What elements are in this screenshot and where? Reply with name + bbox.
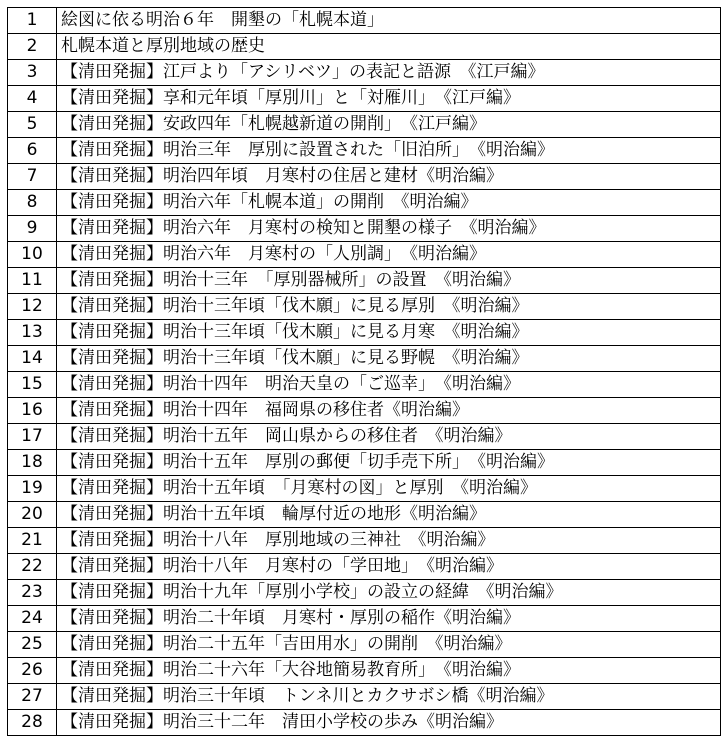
row-number: 7 — [8, 164, 57, 190]
row-title: 【清田発掘】安政四年「札幌越新道の開削」 《江戸編》 — [57, 112, 721, 138]
row-number: 27 — [8, 684, 57, 710]
row-number: 11 — [8, 268, 57, 294]
row-title: 【清田発掘】江戸より「アシリベツ」の表記と語源 《江戸編》 — [57, 60, 721, 86]
row-title: 【清田発掘】明治二十五年「吉田用水」の開削 《明治編》 — [57, 632, 721, 658]
row-number: 15 — [8, 372, 57, 398]
row-title: 絵図に依る明治６年 開墾の「札幌本道」 — [57, 8, 721, 34]
row-title: 【清田発掘】明治十三年 「厚別器械所」の設置 《明治編》 — [57, 268, 721, 294]
article-list-table — [7, 7, 721, 736]
table-row — [8, 190, 721, 216]
table-row — [8, 372, 721, 398]
row-number: 18 — [8, 450, 57, 476]
table-row — [8, 34, 721, 60]
table-row — [8, 112, 721, 138]
row-number: 6 — [8, 138, 57, 164]
row-number: 1 — [8, 8, 57, 34]
row-number: 10 — [8, 242, 57, 268]
table-row — [8, 554, 721, 580]
row-number: 5 — [8, 112, 57, 138]
table-row — [8, 294, 721, 320]
table-row — [8, 450, 721, 476]
row-number: 4 — [8, 86, 57, 112]
row-title: 【清田発掘】明治六年 月寒村の検知と開墾の様子 《明治編》 — [57, 216, 721, 242]
table-row — [8, 242, 721, 268]
row-number: 23 — [8, 580, 57, 606]
row-number: 2 — [8, 34, 57, 60]
row-title: 【清田発掘】明治四年頃 月寒村の住居と建材《明治編》 — [57, 164, 721, 190]
row-number: 20 — [8, 502, 57, 528]
table-row — [8, 710, 721, 736]
row-number: 22 — [8, 554, 57, 580]
row-number: 16 — [8, 398, 57, 424]
row-title: 【清田発掘】明治十五年頃 輪厚付近の地形《明治編》 — [57, 502, 721, 528]
row-title: 【清田発掘】明治二十六年「大谷地簡易教育所」 《明治編》 — [57, 658, 721, 684]
table-row — [8, 606, 721, 632]
row-title: 【清田発掘】明治二十年頃 月寒村・厚別の稲作《明治編》 — [57, 606, 721, 632]
table-row — [8, 658, 721, 684]
row-title: 【清田発掘】明治十三年頃「伐木願」に見る厚別 《明治編》 — [57, 294, 721, 320]
row-title: 【清田発掘】明治十三年頃「伐木願」に見る月寒 《明治編》 — [57, 320, 721, 346]
table-row — [8, 268, 721, 294]
row-number: 13 — [8, 320, 57, 346]
row-number: 17 — [8, 424, 57, 450]
row-number: 3 — [8, 60, 57, 86]
row-title: 【清田発掘】明治十八年 厚別地域の三神社 《明治編》 — [57, 528, 721, 554]
row-title: 【清田発掘】明治六年「札幌本道」の開削 《明治編》 — [57, 190, 721, 216]
table-row — [8, 632, 721, 658]
row-number: 25 — [8, 632, 57, 658]
table-row — [8, 424, 721, 450]
row-title: 【清田発掘】明治十四年 明治天皇の「ご巡幸」 《明治編》 — [57, 372, 721, 398]
article-list-body — [8, 8, 721, 736]
row-number: 28 — [8, 710, 57, 736]
row-title: 【清田発掘】明治三十二年 清田小学校の歩み《明治編》 — [57, 710, 721, 736]
row-title: 札幌本道と厚別地域の歴史 — [57, 34, 721, 60]
row-number: 26 — [8, 658, 57, 684]
table-row — [8, 8, 721, 34]
table-row — [8, 164, 721, 190]
row-title: 【清田発掘】明治十五年 厚別の郵便「切手売下所」 《明治編》 — [57, 450, 721, 476]
row-number: 8 — [8, 190, 57, 216]
table-row — [8, 398, 721, 424]
table-row — [8, 216, 721, 242]
table-row — [8, 502, 721, 528]
table-row — [8, 476, 721, 502]
table-row — [8, 684, 721, 710]
row-number: 19 — [8, 476, 57, 502]
table-row — [8, 86, 721, 112]
row-title: 【清田発掘】享和元年頃「厚別川」と「対雁川」 《江戸編》 — [57, 86, 721, 112]
row-title: 【清田発掘】明治十四年 福岡県の移住者《明治編》 — [57, 398, 721, 424]
row-number: 12 — [8, 294, 57, 320]
table-row — [8, 528, 721, 554]
row-number: 24 — [8, 606, 57, 632]
table-row — [8, 138, 721, 164]
row-number: 21 — [8, 528, 57, 554]
table-row — [8, 60, 721, 86]
row-title: 【清田発掘】明治三年 厚別に設置された「旧泊所」 《明治編》 — [57, 138, 721, 164]
row-title: 【清田発掘】明治十九年「厚別小学校」の設立の経緯 《明治編》 — [57, 580, 721, 606]
row-title: 【清田発掘】明治十五年頃 「月寒村の図」と厚別 《明治編》 — [57, 476, 721, 502]
row-title: 【清田発掘】明治三十年頃 トンネ川とカクサボシ橋《明治編》 — [57, 684, 721, 710]
row-title: 【清田発掘】明治十五年 岡山県からの移住者 《明治編》 — [57, 424, 721, 450]
table-row — [8, 346, 721, 372]
row-title: 【清田発掘】明治十三年頃「伐木願」に見る野幌 《明治編》 — [57, 346, 721, 372]
table-row — [8, 320, 721, 346]
row-number: 9 — [8, 216, 57, 242]
row-number: 14 — [8, 346, 57, 372]
table-row — [8, 580, 721, 606]
row-title: 【清田発掘】明治六年 月寒村の「人別調」 《明治編》 — [57, 242, 721, 268]
row-title: 【清田発掘】明治十八年 月寒村の「学田地」 《明治編》 — [57, 554, 721, 580]
